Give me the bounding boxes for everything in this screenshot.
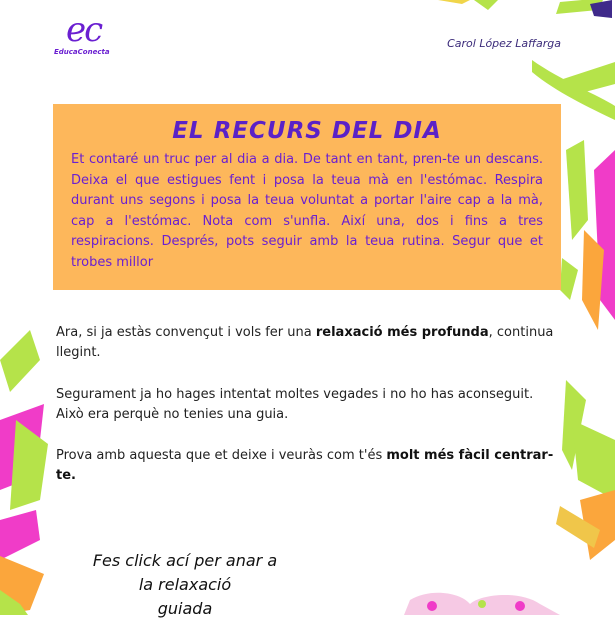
flower-dot-3 [515,601,525,611]
splash-green-left-3 [0,590,28,615]
splash-orange-right [582,230,604,330]
paragraph-intro-end: , continua llegint. [56,325,554,360]
paragraph-guide: Segurament ja ho hages intentat moltes vegades i no ho has aconseguit. Això era perquè no tenies una guia. [56,387,534,422]
splash-green-left-1 [0,330,40,392]
educaconecta-logo [52,12,132,56]
paragraph-try-text: Prova amb aquesta que et deixe i veuràs com t'és [56,448,387,463]
daily-resource-card [53,104,561,290]
splash-yellow-right [556,506,600,548]
logo-text: EducaConecta [54,48,110,56]
splash-pink-left [0,404,44,490]
splash-green-right-2 [560,62,615,96]
flower-decoration [404,593,560,615]
paragraph-intro-text: Ara, si ja estàs convençut i vols fer una [56,325,316,340]
splash-orange-left [0,556,44,615]
card-body: Et contaré un truc per al dia a dia. De tant en tant, pren-te un descans. Deixa el que estigues fent i posa la teua mà en l'estómac. Respira durant uns segons i posa la teua voluntat a portar l'aire cap a la mà, cap a l'estómac. Nota com s'unfla. Així una, dos i fins a tres respiracions. Després, pots seguir amb la teua rutina. Segur que et trobes millor [71,152,543,270]
flower-dot-2 [478,600,486,608]
splash-green-left-2 [10,420,48,510]
splash-pink-left-2 [0,510,40,560]
flower-dot-1 [427,601,437,611]
cta-line-2[interactable]: la relaxació [138,575,232,594]
author-name: Carol López Laffarga [447,37,561,50]
splash-green-right-4 [560,258,578,300]
splash-orange-right-2 [580,490,615,560]
splash-pink-right [594,150,615,320]
splash-yellow-top [438,0,470,4]
paragraph-intro [56,323,564,363]
guided-relaxation-link[interactable] [70,549,300,621]
card-title: EL RECURS DEL DIA [172,118,442,144]
splash-green-right-6 [572,420,615,500]
splash-dark-top [590,0,612,18]
splash-green-top-2 [474,0,498,10]
paragraph-intro-bold: relaxació més profunda [315,325,489,340]
cta-line-3[interactable]: guiada [157,599,213,618]
splash-green-right-3 [566,140,588,240]
logo-mark: ec [66,10,102,50]
paragraph-try-bold: molt més fàcil centrar-te. [56,448,554,483]
cta-line-1[interactable]: Fes click ací per anar a [92,551,278,570]
splash-green-top [556,0,604,14]
splash-green-right-5 [562,380,586,470]
paragraph-try [56,446,564,486]
